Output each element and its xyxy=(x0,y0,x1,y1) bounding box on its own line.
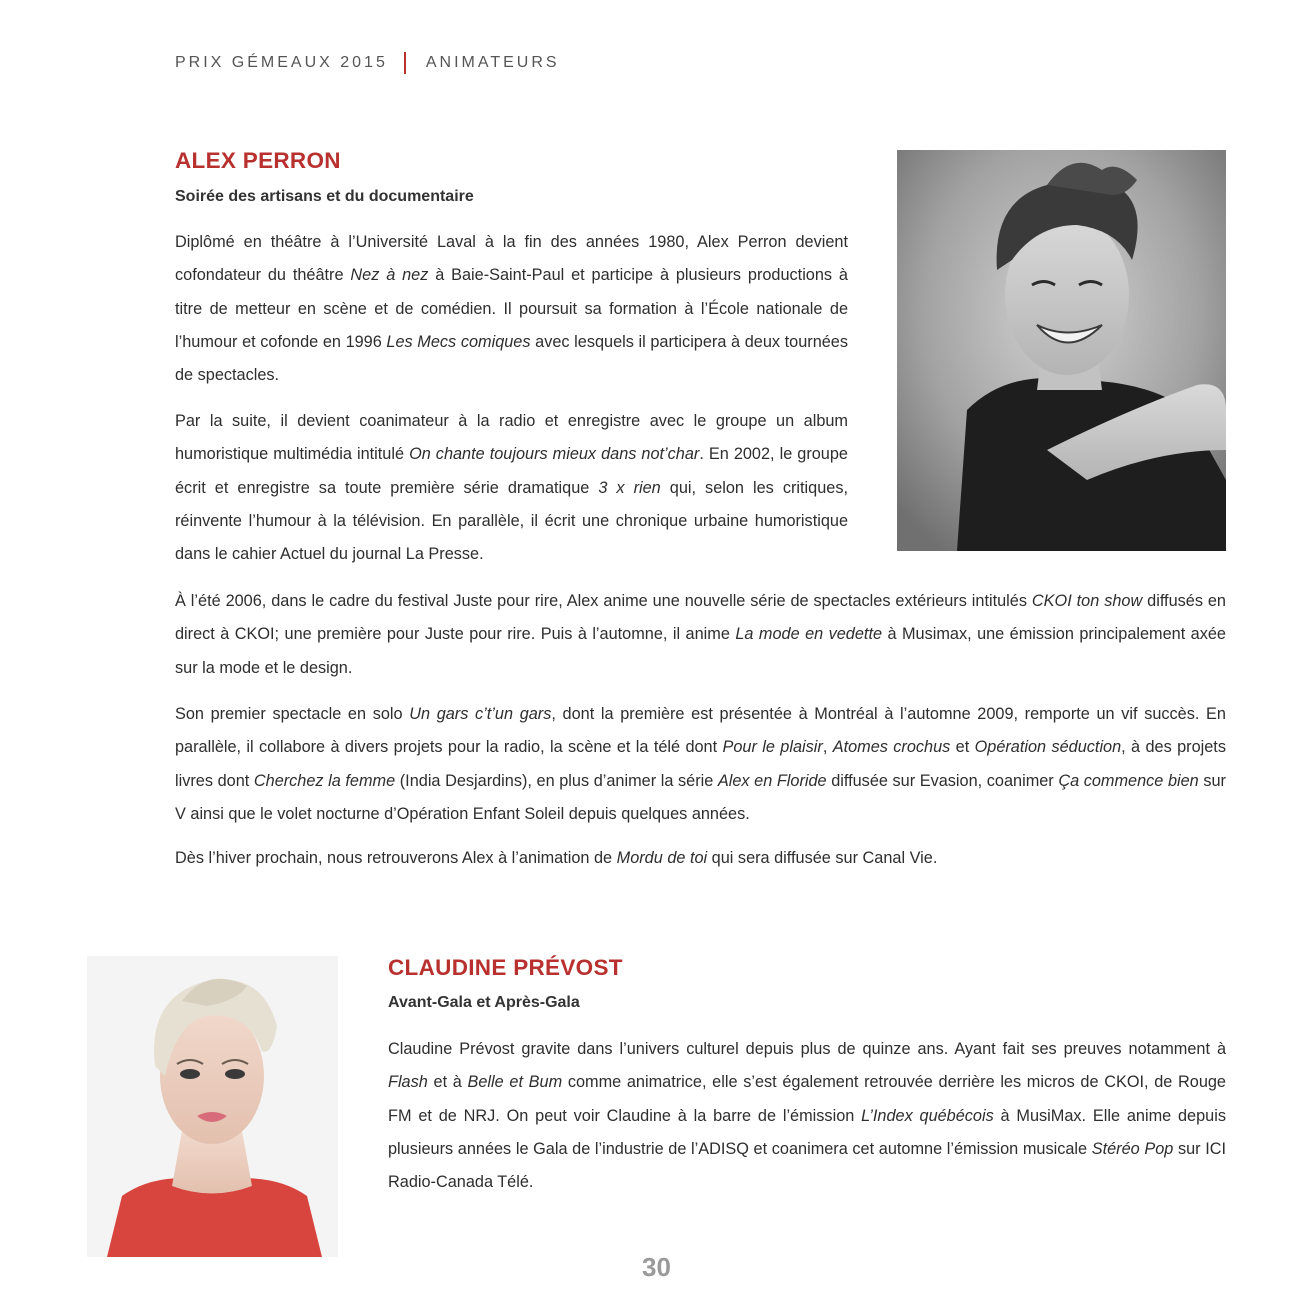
claudine-portrait-photo xyxy=(87,956,338,1257)
claudine-role-subheading: Avant-Gala et Après-Gala xyxy=(388,994,580,1011)
alex-bio-paragraph-3: À l’été 2006, dans le cadre du festival Juste pour rire, Alex anime une nouvelle série de spectacles extérieurs intitulés CKOI ton show diffusés en direct à CKOI; une première pour Juste pour rire. Puis à l’automne, il anime La mode en vedette à Musimax, une émission principalement axée sur la mode et le design. xyxy=(175,592,1226,677)
alex-portrait-illustration xyxy=(897,150,1226,551)
page-number: 30 xyxy=(642,1252,671,1282)
alex-bio-paragraph-2: Par la suite, il devient coanimateur à la radio et enregistre avec le groupe un album humoristique multimédia intitulé On chante toujours mieux dans not’char. En 2002, le groupe écrit et enregistre sa toute première série dramatique 3 x rien qui, selon les critiques, réinvente l’humour à la télévision. En parallèle, il écrit une chronique urbaine humoristique dans le cahier Actuel du journal La Presse. xyxy=(175,412,848,564)
alex-bio-paragraph-5: Dès l’hiver prochain, nous retrouverons Alex à l’animation de Mordu de toi qui sera diffusée sur Canal Vie. xyxy=(175,849,938,867)
alex-portrait-photo xyxy=(897,150,1226,551)
alex-bio-paragraph-4: Son premier spectacle en solo Un gars c’t’un gars, dont la première est présentée à Montréal à l’automne 2009, remporte un vif succès. En parallèle, il collabore à divers projets pour la radio, la scène et la télé dont Pour le plaisir, Atomes crochus et Opération séduction, à des projets livres dont Cherchez la femme (India Desjardins), en plus d’animer la série Alex en Floride diffusée sur Evasion, coanimer Ça commence bien sur V ainsi que le volet nocturne d’Opération Enfant Soleil depuis quelques années. xyxy=(175,705,1226,823)
header-publication: PRIX GÉMEAUX 2015 xyxy=(175,54,388,71)
alex-role-subheading: Soirée des artisans et du documentaire xyxy=(175,188,474,205)
claudine-name-heading: CLAUDINE PRÉVOST xyxy=(388,955,623,980)
alex-bio-paragraph-1: Diplômé en théâtre à l’Université Laval à la fin des années 1980, Alex Perron devient cofondateur du théâtre Nez à nez à Baie-Saint-Paul et participe à plusieurs productions à titre de metteur en scène et de comédien. Il poursuit sa formation à l’École nationale de l’humour et cofonde en 1996 Les Mecs comiques avec lesquels il participera à deux tournées de spectacles. xyxy=(175,233,848,385)
header-section: ANIMATEURS xyxy=(425,54,560,71)
running-header xyxy=(175,52,560,74)
claudine-portrait-illustration xyxy=(87,956,338,1257)
claudine-bio-paragraph: Claudine Prévost gravite dans l’univers culturel depuis plus de quinze ans. Ayant fait ses preuves notamment à Flash et à Belle et Bum comme animatrice, elle s’est également retrouvée derrière les micros de CKOI, de Rouge FM et de NRJ. On peut voir Claudine à la barre de l’émission L’Index québécois à MusiMax. Elle anime depuis plusieurs années le Gala de l’industrie de l’ADISQ et coanimera cet automne l’émission musicale Stéréo Pop sur ICI Radio-Canada Télé. xyxy=(388,1040,1226,1192)
alex-name-heading: ALEX PERRON xyxy=(175,148,341,173)
header-separator xyxy=(404,52,406,74)
